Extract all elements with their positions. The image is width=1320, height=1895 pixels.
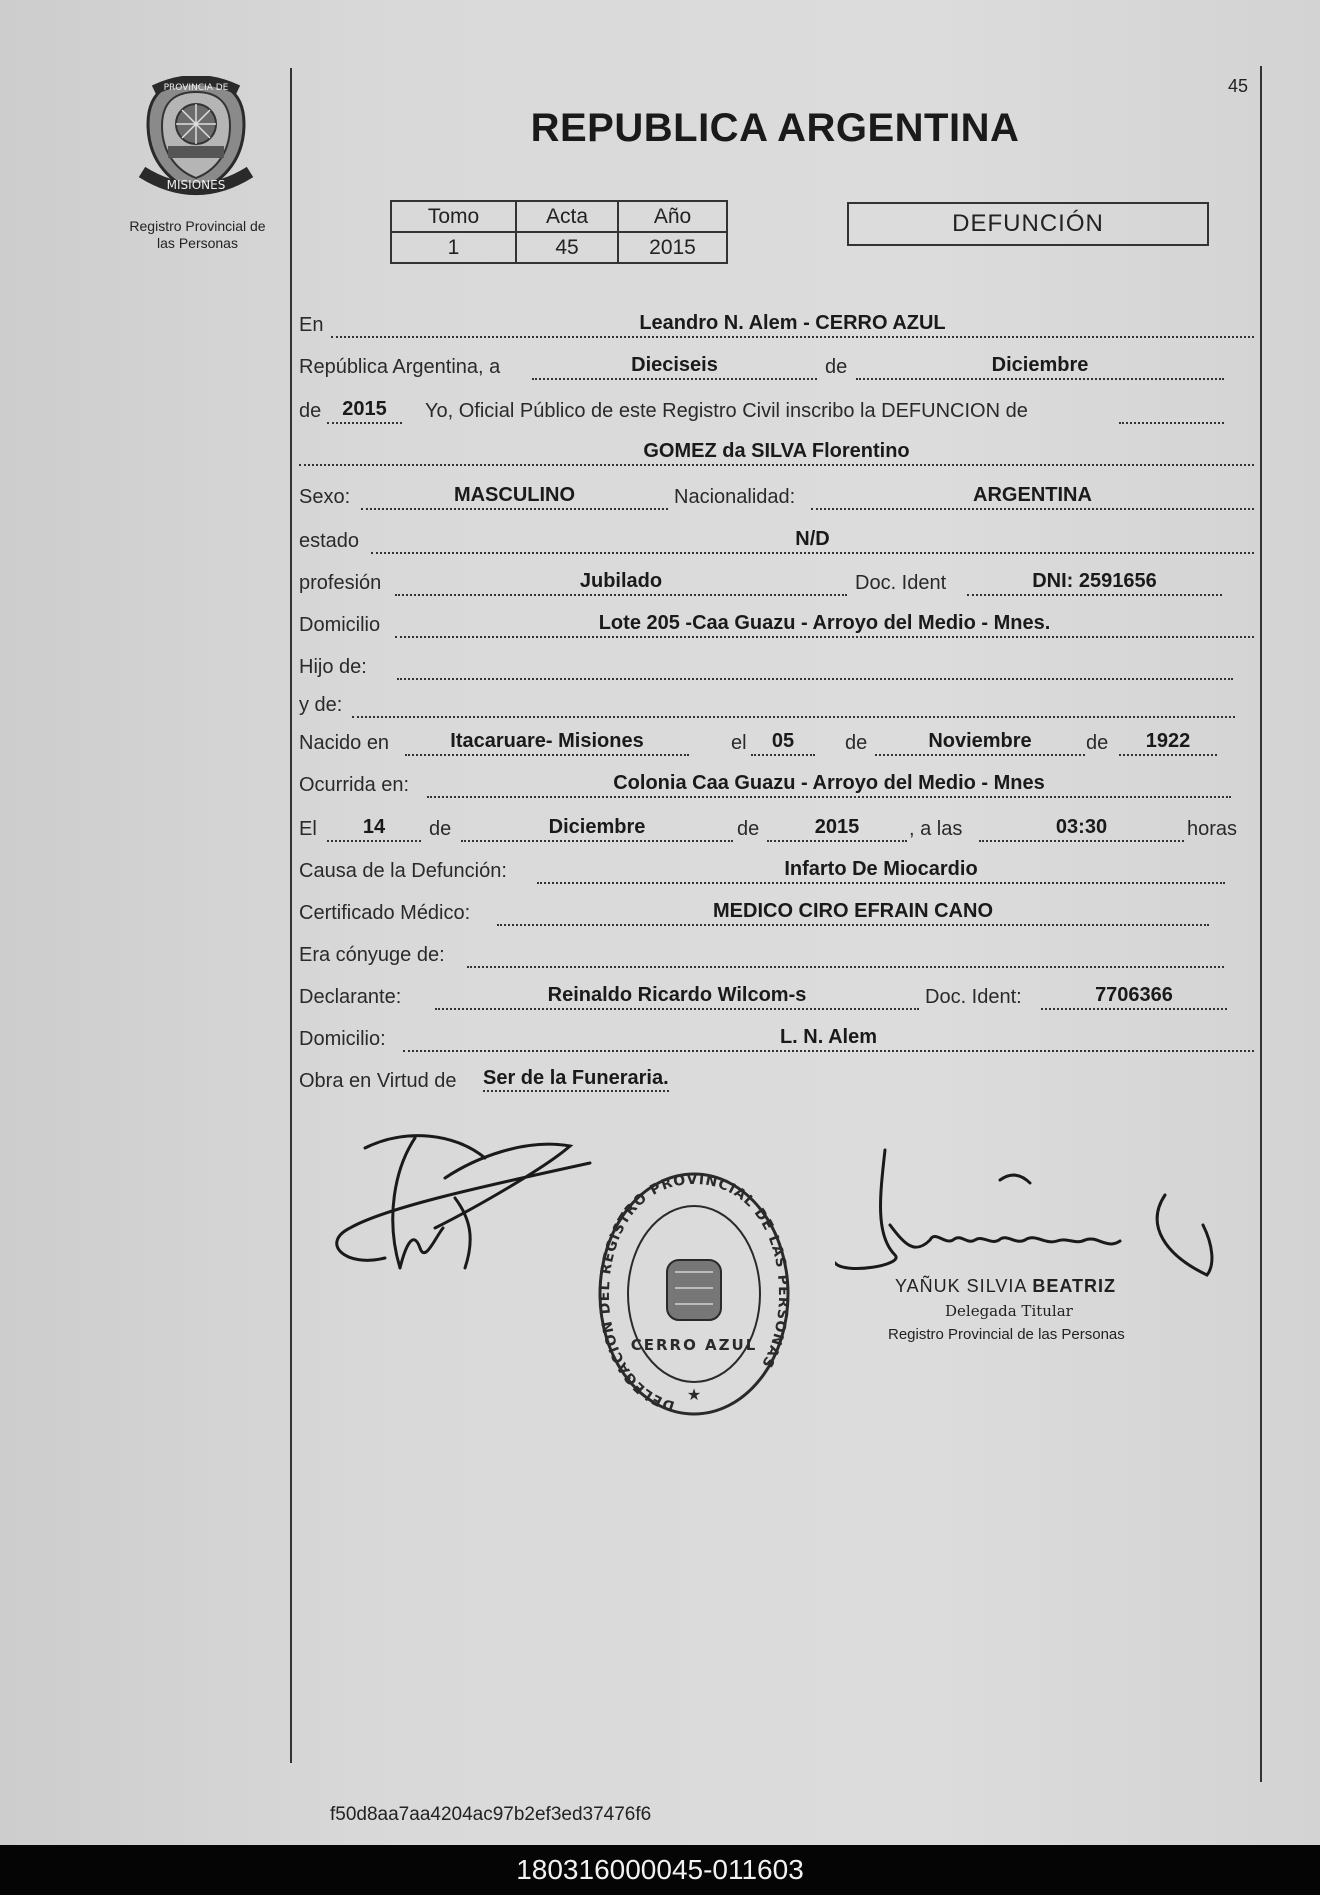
row-conyuge [299, 940, 1259, 970]
inscribo-trailing-field [1119, 396, 1224, 424]
el2-label: El [299, 818, 317, 840]
birth-year-field: 1922 [1119, 728, 1217, 756]
inscribo-text: Yo, Oficial Público de este Registro Civil inscribo la DEFUNCION de [425, 400, 1028, 422]
row-hijo [299, 652, 1259, 682]
estado-label: estado [299, 530, 360, 552]
row-en [299, 310, 1259, 340]
ocurrida-label: Ocurrida en: [299, 774, 410, 796]
logo-text-top: PROVINCIA DE [163, 83, 229, 93]
official-seal [595, 1168, 793, 1420]
ocurrida-field: Colonia Caa Guazu - Arroyo del Medio - Mnes [427, 770, 1231, 798]
death-de1-label: de [429, 818, 452, 840]
doc-field: DNI: 2591656 [967, 568, 1222, 596]
row-causa [299, 856, 1259, 886]
el-label: el [731, 732, 747, 754]
anio-header: Año [618, 201, 727, 232]
row-fecha-inscripcion [299, 352, 1259, 382]
doc2-field: 7706366 [1041, 982, 1227, 1010]
declarante-field: Reinaldo Ricardo Wilcom-s [435, 982, 919, 1010]
death-month-field: Diciembre [461, 814, 733, 842]
certificado-field: MEDICO CIRO EFRAIN CANO [497, 898, 1209, 926]
birth-day-field: 05 [751, 728, 815, 756]
conyuge-label: Era cónyuge de: [299, 944, 445, 966]
official-org: Registro Provincial de las Personas [888, 1326, 1125, 1343]
acta-value: 45 [516, 232, 618, 263]
row-certificado [299, 898, 1259, 928]
row-fecha-defuncion [299, 814, 1259, 844]
row-estado [299, 526, 1259, 556]
right-margin-line [1260, 66, 1262, 1782]
barcode-number-bar: 180316000045-011603 [0, 1845, 1320, 1895]
domicilio2-field: L. N. Alem [403, 1024, 1254, 1052]
org-name-line2: las Personas [157, 235, 238, 251]
row-profesion [299, 568, 1259, 598]
official-name-bold: BEATRIZ [1032, 1276, 1117, 1296]
province-coat-of-arms-logo [136, 76, 256, 201]
certificado-label: Certificado Médico: [299, 902, 471, 924]
row-domicilio [299, 610, 1259, 640]
document-hash: f50d8aa7aa4204ac97b2ef3ed37476f6 [330, 1804, 652, 1825]
causa-label: Causa de la Defunción: [299, 860, 507, 882]
alas-label: , a las [909, 818, 963, 840]
declarant-signature [325, 1128, 595, 1288]
tomo-value: 1 [391, 232, 516, 263]
nacionalidad-field: ARGENTINA [811, 482, 1254, 510]
month-field: Diciembre [856, 352, 1224, 380]
anio-value: 2015 [618, 232, 727, 263]
hijo-label: Hijo de: [299, 656, 367, 678]
official-name [895, 1276, 1116, 1297]
hijo-field [397, 652, 1233, 680]
logo-text-bottom: MISIONES [166, 178, 226, 192]
seal-inner-text: CERRO AZUL [630, 1336, 758, 1354]
birth-de2-label: de [1086, 732, 1109, 754]
official-name-regular: YAÑUK SILVIA [895, 1276, 1033, 1296]
row-sexo [299, 482, 1259, 512]
causa-field: Infarto De Miocardio [537, 856, 1225, 884]
death-time-field: 03:30 [979, 814, 1184, 842]
year-field: 2015 [327, 396, 402, 424]
acta-header: Acta [516, 201, 618, 232]
svg-text:★: ★ [686, 1385, 702, 1404]
year-prefix-label: de [299, 400, 322, 422]
domicilio-field: Lote 205 -Caa Guazu - Arroyo del Medio - Mnes. [395, 610, 1254, 638]
left-margin-line [290, 68, 292, 1763]
seal-ring-text: DELEGACION DEL REGISTRO PROVINCIAL DE LAS PERSONAS [596, 1171, 792, 1414]
de-label: de [825, 356, 848, 378]
sexo-field: MASCULINO [361, 482, 668, 510]
nacido-label: Nacido en [299, 732, 390, 754]
yde-field [352, 690, 1235, 718]
day-field: Dieciseis [532, 352, 817, 380]
tomo-header: Tomo [391, 201, 516, 232]
horas-label: horas [1187, 818, 1238, 840]
doc2-label: Doc. Ident: [925, 986, 1022, 1008]
row-obra [299, 1066, 1259, 1096]
registry-table [390, 200, 728, 264]
deceased-name-field: GOMEZ da SILVA Florentino [299, 438, 1254, 466]
nacionalidad-label: Nacionalidad: [674, 486, 796, 508]
document-title: REPUBLICA ARGENTINA [530, 106, 1020, 150]
obra-label: Obra en Virtud de [299, 1070, 457, 1092]
yde-label: y de: [299, 694, 343, 716]
profesion-field: Jubilado [395, 568, 847, 596]
birth-de1-label: de [845, 732, 868, 754]
republica-label: República Argentina, a [299, 356, 501, 378]
death-year-field: 2015 [767, 814, 907, 842]
death-de2-label: de [737, 818, 760, 840]
declarante-label: Declarante: [299, 986, 402, 1008]
conyuge-field [467, 940, 1224, 968]
row-nacido [299, 728, 1259, 758]
row-ocurrida [299, 770, 1259, 800]
profesion-label: profesión [299, 572, 382, 594]
doc-label: Doc. Ident [855, 572, 947, 594]
record-type-box: DEFUNCIÓN [847, 202, 1209, 246]
nacido-field: Itacaruare- Misiones [405, 728, 689, 756]
org-name [110, 218, 285, 252]
row-deceased-name [299, 438, 1259, 468]
org-name-line1: Registro Provincial de [129, 218, 266, 234]
estado-field: N/D [371, 526, 1254, 554]
row-domicilio-declarante [299, 1024, 1259, 1054]
row-declarante [299, 982, 1259, 1012]
domicilio-label: Domicilio [299, 614, 381, 636]
en-label: En [299, 314, 324, 336]
official-role: Delegada Titular [945, 1302, 1073, 1320]
row-y-de [299, 690, 1259, 720]
en-field: Leandro N. Alem - CERRO AZUL [331, 310, 1254, 338]
row-inscribo [299, 396, 1259, 426]
domicilio2-label: Domicilio: [299, 1028, 386, 1050]
obra-field: Ser de la Funeraria. [483, 1066, 669, 1092]
sexo-label: Sexo: [299, 486, 351, 508]
birth-month-field: Noviembre [875, 728, 1085, 756]
page-number: 45 [1228, 76, 1249, 96]
death-day-field: 14 [327, 814, 421, 842]
